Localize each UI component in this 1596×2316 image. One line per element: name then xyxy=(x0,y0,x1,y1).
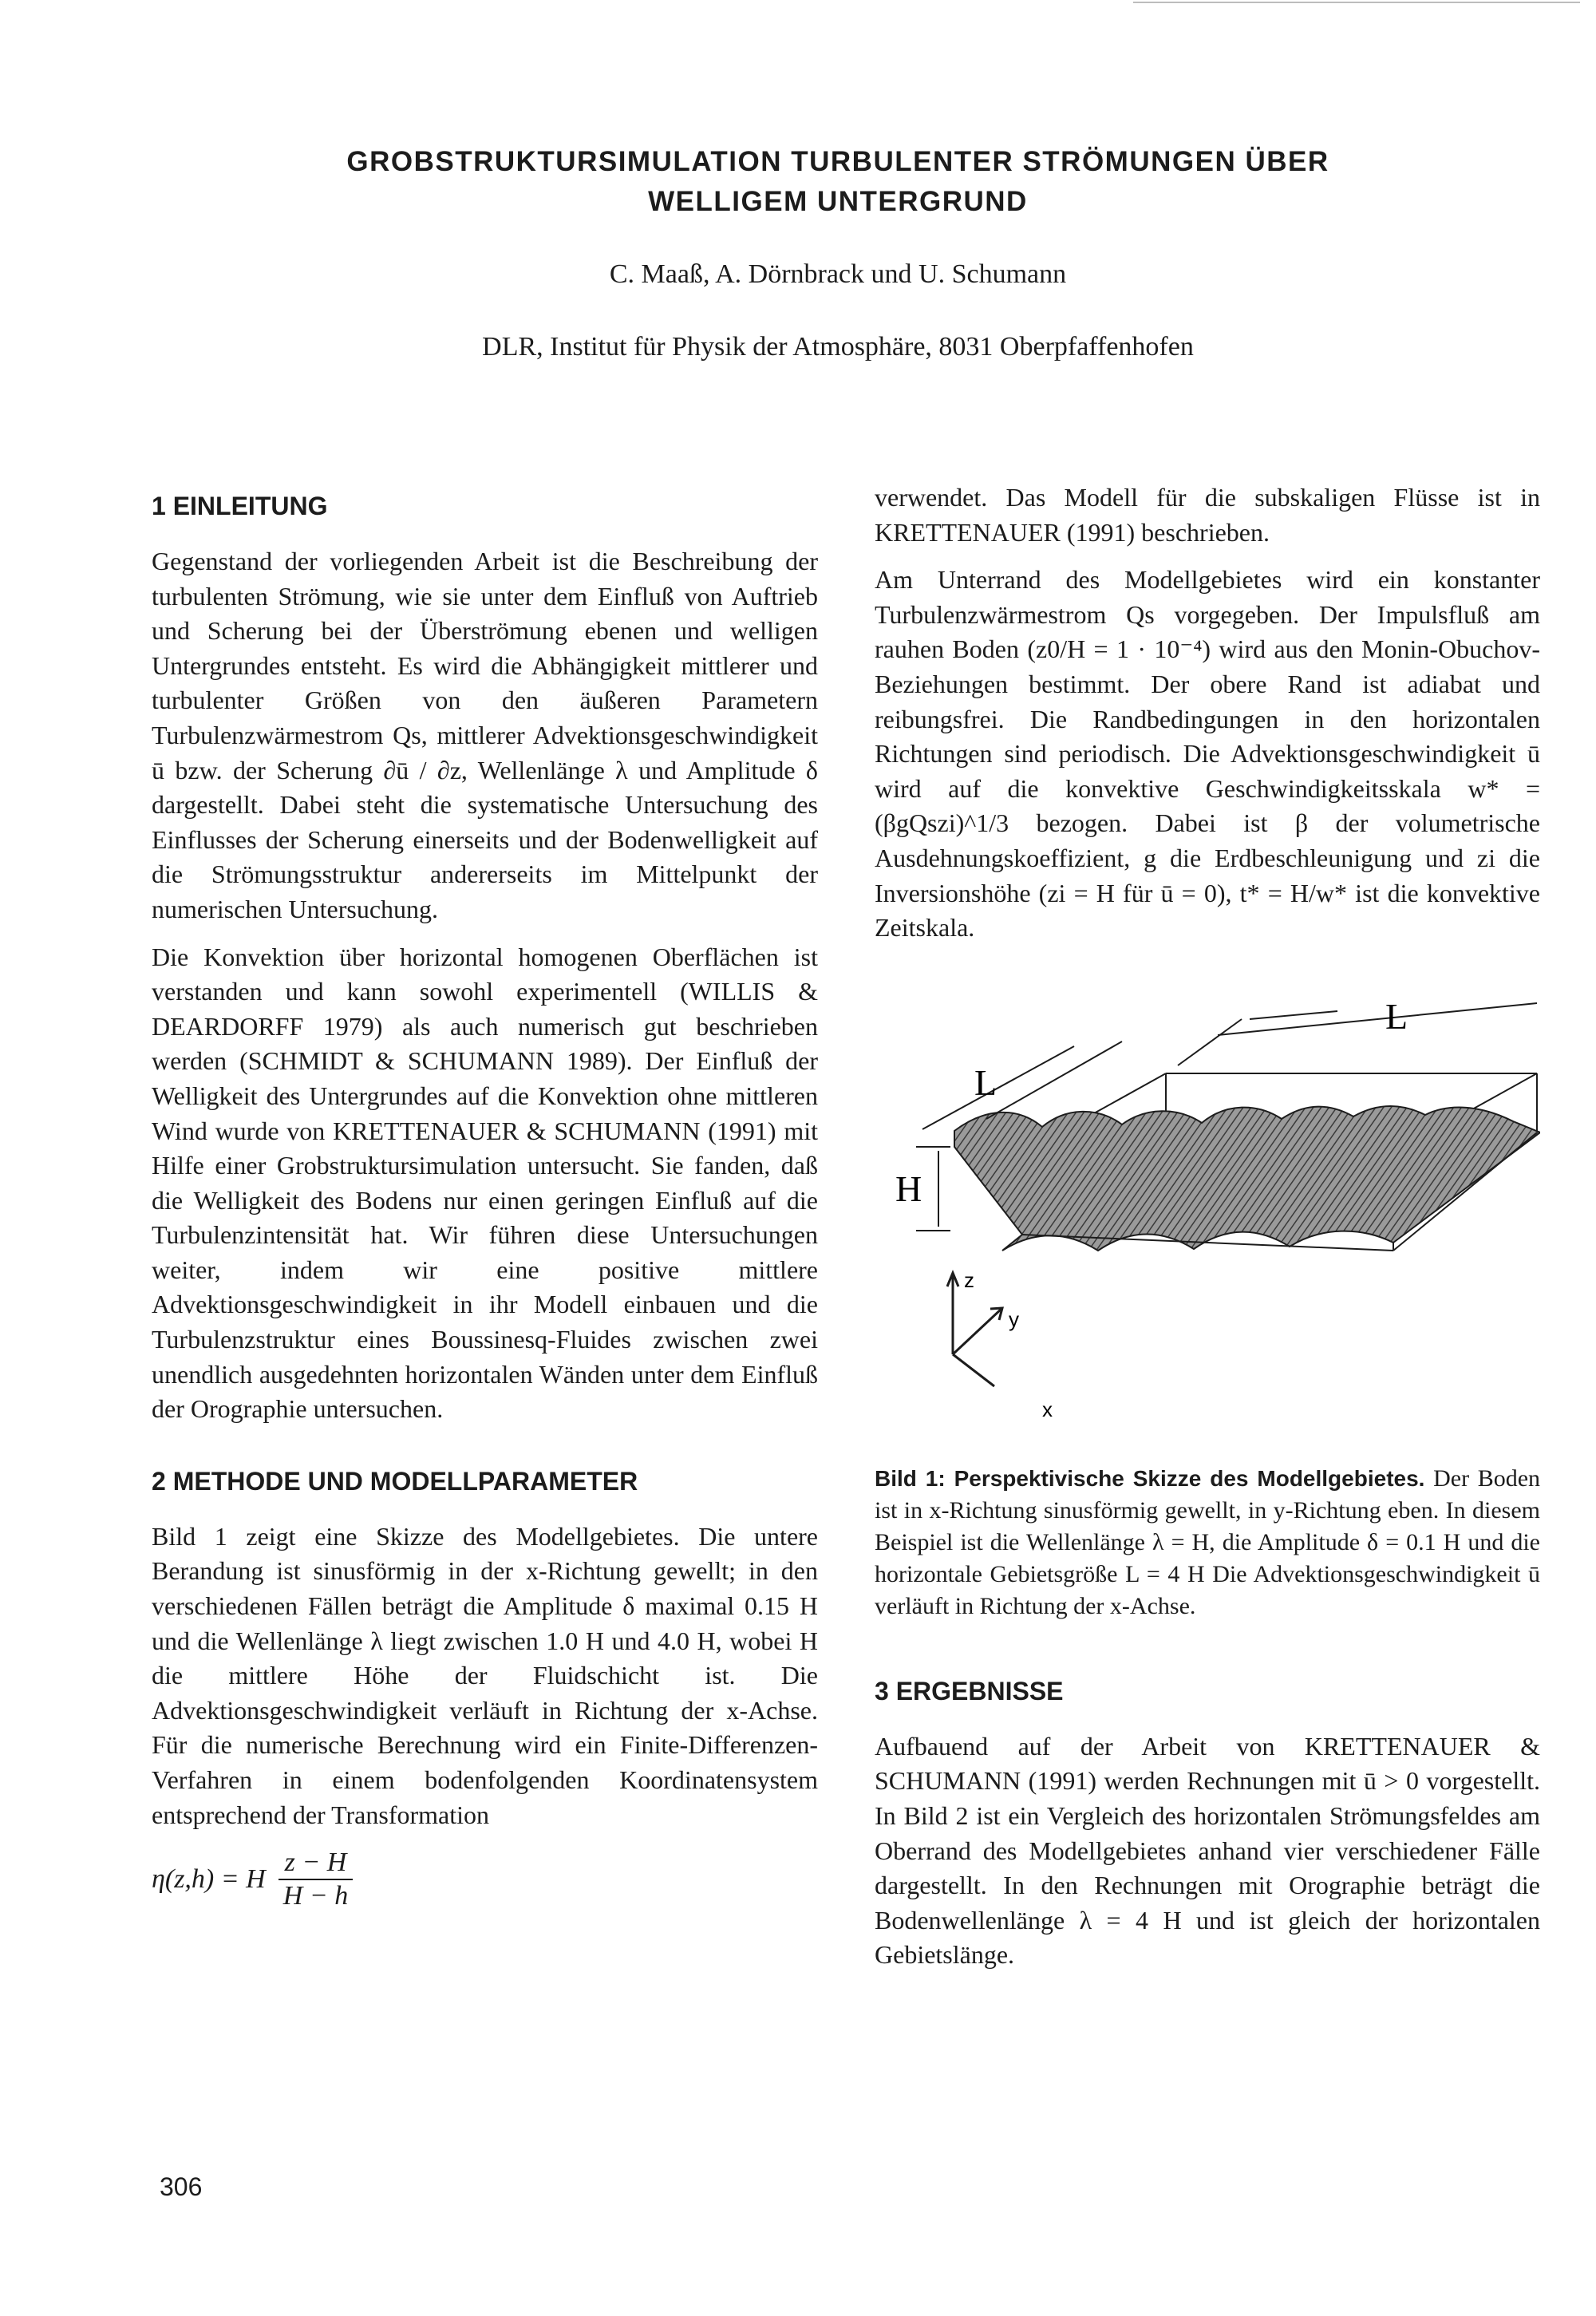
section-2-paragraph-1: Bild 1 zeigt eine Skizze des Modellgebietes. Die untere Berandung ist sinusförmig in der x-Richtung gewellt; in den verschiedenen Fällen beträgt die Amplitude δ maximal 0.15 H und die Wellenlänge λ liegt zwischen 1.0 H und 4.0 H, wobei H die mittlere Höhe der Fluidschicht ist. Die Advektionsgeschwindigkeit verläuft in Richtung der x-Achse. Für die numerische Berechnung wird ein Finite-Differenzen-Verfahren in einem bodenfolgenden Koordinatensystem entsprechend der Transformation xyxy=(152,1521,818,1829)
axis-label-x: x xyxy=(1042,1397,1053,1421)
paper-title xyxy=(192,142,1484,222)
model-domain-sketch xyxy=(875,987,1540,1434)
section-2-heading: 2 METHODE UND MODELLPARAMETER xyxy=(152,1466,638,1496)
figure-1-sketch xyxy=(875,987,1540,1434)
page-number: 306 xyxy=(160,2172,203,2201)
formula-lhs: η(z,h) = H xyxy=(152,1864,266,1895)
left-column xyxy=(152,488,818,1912)
dimension-L-top xyxy=(1178,1003,1537,1065)
coordinate-axes xyxy=(947,1273,1002,1386)
affiliation: DLR, Institut für Physik der Atmosphäre, 8031 Oberpfaffenhofen xyxy=(482,332,1194,362)
wavy-surface xyxy=(954,1106,1540,1251)
section-3-paragraph-1: Aufbauend auf der Arbeit von KRETTENAUER & SCHUMANN (1991) werden Rechnungen mit ū > 0 vorgestellt. In Bild 2 ist ein Vergleich des horizontalen Strömungsfeldes am Oberrand des Modellgebietes anhand vier verschiedener Fälle dargestellt. In den Rechnungen mit Orographie beträgt die Bodenwellenlänge λ = 4 H und ist gleich der horizontalen Gebietslänge. xyxy=(875,1731,1540,1970)
section-3-heading: 3 ERGEBNISSE xyxy=(875,1676,1064,1705)
caption-label: Bild 1: Perspektivische Skizze des Modellgebietes. xyxy=(875,1465,1425,1491)
section-1-paragraph-1: Gegenstand der vorliegenden Arbeit ist die Beschreibung der turbulenten Strömung, wie sie unter dem Einfluß von Auftrieb und Scherung bei der Überströmung ebenen und welligen Untergrundes entsteht. Es wird die Abhängigkeit mittlerer und turbulenter Größen von den äußeren Parametern Turbulenzwärmestrom Qs, mittlerer Advektionsgeschwindigkeit ū bzw. der Scherung ∂ū / ∂z, Wellenlänge λ und Amplitude δ dargestellt. Dabei steht die systematische Untersuchung des Einflusses der Scherung einerseits und der Bodenwelligkeit auf die Strömungsstruktur andererseits im Mittelpunkt der numerischen Untersuchung. xyxy=(152,547,818,923)
right-column xyxy=(875,480,1540,1986)
title-line-2: WELLIGEM UNTERGRUND xyxy=(648,186,1028,217)
caption-text: Der Boden ist in x-Richtung sinusförmig gewellt, in y-Richtung eben. In diesem Beispiel ist die Wellenlänge λ = H, die Amplitude δ = 0.1 H und die horizontale Gebietsgröße L = 4 H Die Advektionsgeschwindigkeit ū verläuft in Richtung der x-Achse. xyxy=(875,1464,1541,1619)
formula-denominator: H − h xyxy=(282,1881,349,1911)
section-1-paragraph-2: Die Konvektion über horizontal homogenen Oberflächen ist verstanden und kann sowohl experimentell (WILLIS & DEARDORFF 1979) als auch numerisch gut beschrieben werden (SCHMIDT & SCHUMANN 1989). Der Einfluß der Welligkeit des Untergrundes auf die Konvektion ohne mittleren Wind wurde von KRETTENAUER & SCHUMANN (1991) mit Hilfe einer Grobstruktursimulation untersucht. Sie fanden, daß die Welligkeit des Bodens nur einen geringen Einfluß auf die Turbulenzintensität hat. Wir führen diese Untersuchungen weiter, indem wir eine positive mittlere Advektionsgeschwindigkeit in ihr Modell einbauen und die Turbulenzstruktur eines Boussinesq-Fluides zwischen zwei unendlich ausgedehnten horizontalen Wänden unter dem Einfluß der Orographie untersuchen. xyxy=(152,942,818,1424)
label-H: H xyxy=(895,1168,922,1209)
label-L-left: L xyxy=(974,1061,998,1103)
formula-fraction xyxy=(277,1847,355,1912)
figure-1-caption xyxy=(875,1463,1540,1622)
axis-label-z: z xyxy=(964,1267,974,1292)
axis-label-y: y xyxy=(1009,1306,1019,1331)
authors: C. Maaß, A. Dörnbrack und U. Schumann xyxy=(609,259,1067,289)
formula-numerator: z − H xyxy=(279,1847,354,1880)
section-1-heading: 1 EINLEITUNG xyxy=(152,492,328,520)
top-rule xyxy=(1133,2,1580,3)
transformation-formula xyxy=(152,1847,818,1912)
title-line-1: GROBSTRUKTURSIMULATION TURBULENTER STRÖMUNGEN ÜBER xyxy=(346,146,1329,177)
right-paragraph-1: verwendet. Das Modell für die subskaligen Flüsse ist in KRETTENAUER (1991) beschrieben. xyxy=(875,483,1540,547)
right-paragraph-2: Am Unterrand des Modellgebietes wird ein konstanter Turbulenzwärmestrom Qs vorgegeben. Der Impulsfluß am rauhen Boden (z0/H = 1 · 10⁻⁴) wird aus den Monin-Obuchov-Beziehungen bestimmt. Der obere Rand ist adiabat und reibungsfrei. Die Randbedingungen in den horizontalen Richtungen sind periodisch. Die Advektionsgeschwindigkeit ū wird auf die konvektive Geschwindigkeitsskala w* = (βgQszi)^1/3 bezogen. Dabei ist β der volumetrische Ausdehnungskoeffizient, g die Erdbeschleunigung und zi die Inversionshöhe (zi = H für ū = 0), t* = H/w* ist die konvektive Zeitskala. xyxy=(875,565,1540,943)
label-L-top: L xyxy=(1385,995,1408,1037)
